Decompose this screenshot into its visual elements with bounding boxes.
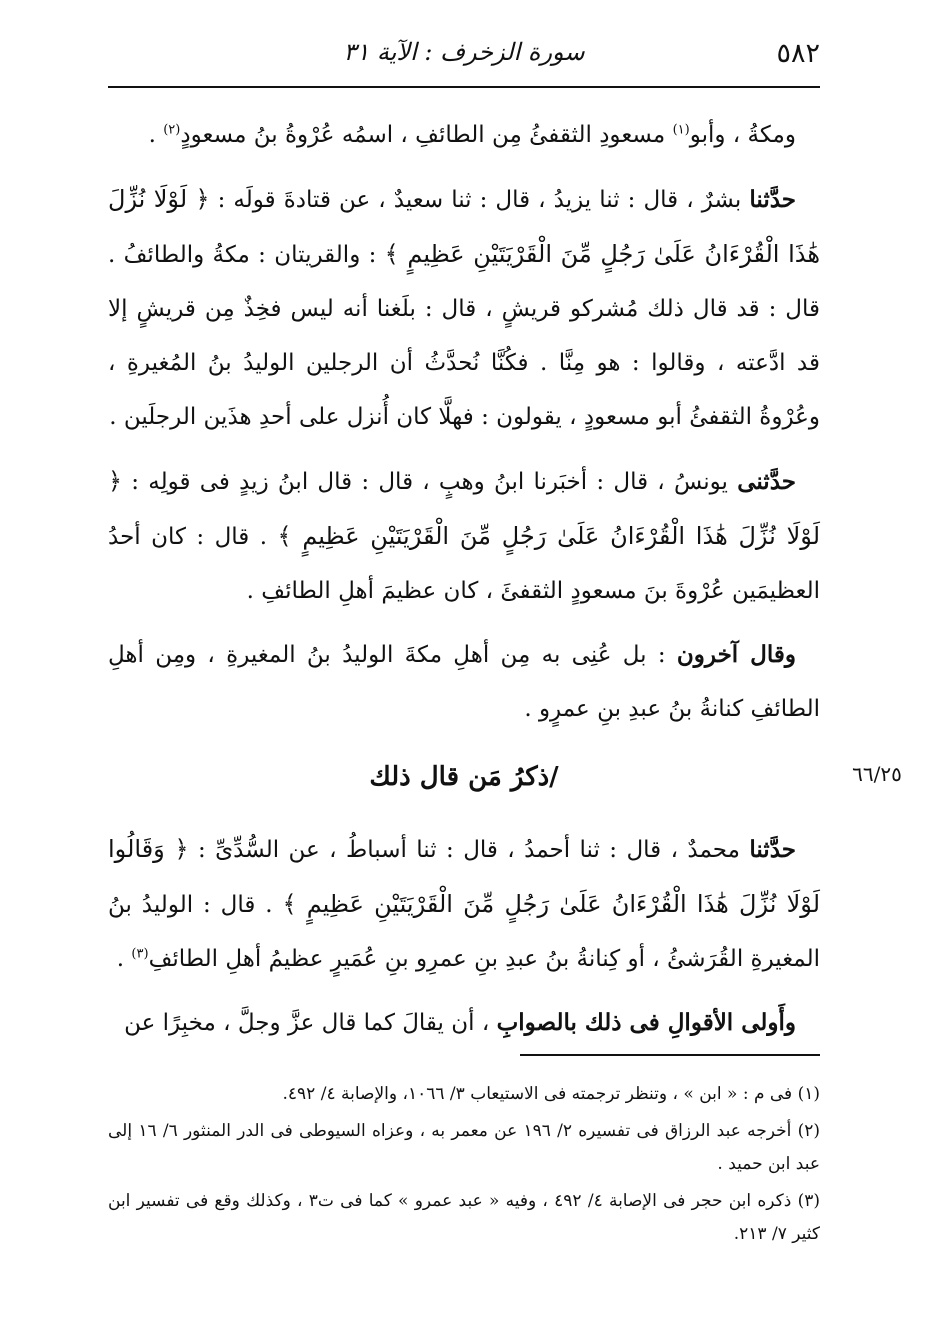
text-run: : والقريتان : مكةُ والطائفُ . قال : قد قال ذلك مُشركو قريشٍ ، قال : بلَغنا أنه ليس فخِذٌ مِن قريشٍ إلا قد ادَّعته ، وقالوا : هو مِنَّا . فكُنَّا نُحدَّثُ أن الرجلين الوليدُ بنُ المُغيرةِ ، وعُرْوةُ الثقفئُ أبو مسعودٍ ، يقولون : فهلَّا كان أُنزل على أحدِ هذَين الرجلَين . <box>108 242 820 430</box>
quran-quote: ﴿ وَقَالُوا لَوْلَا نُزِّلَ هَٰذَا الْقُرْءَانُ عَلَىٰ رَجُلٍ مِّنَ الْقَرْيَتَيْنِ عَظِيمٍ ﴾ <box>108 835 820 918</box>
footnote-ref-3[interactable]: (٣) <box>131 946 149 962</box>
text-run: بشرٌ ، قال : ثنا يزيدُ ، قال : ثنا سعيدٌ ، عن قتادةَ قولَه : <box>209 187 750 213</box>
footnote-ref-2[interactable]: (٢) <box>163 122 181 138</box>
footnote-1: (١) فى م : « ابن » ، وتنظر ترجمته فى الاستيعاب ٣/ ١٠٦٦، والإصابة ٤/ ٤٩٢. <box>282 1084 820 1104</box>
quran-quote: ﴿ لَوْلَا نُزِّلَ هَٰذَا الْقُرْءَانُ عَلَىٰ رَجُلٍ مِّنَ الْقَرْيَتَيْنِ عَظِيمٍ ﴾ <box>108 467 821 550</box>
main-text <box>108 108 820 1060</box>
narration-lead: وقال آخرون <box>676 641 797 668</box>
footnote-3: (٣) ذكره ابن حجر فى الإصابة ٤/ ٤٩٢ ، وفيه « عبد عمرو » كما فى ت٣ ، وكذلك وقع فى تفسير ابن كثير ٧/ ٢١٣. <box>108 1191 820 1244</box>
narration-lead: حدَّثنى <box>737 468 796 495</box>
page-header <box>108 34 820 88</box>
narration-lead: حدَّثنا <box>749 186 797 213</box>
paragraph-suddi <box>108 822 820 986</box>
text-run: . قال : كان أحدُ العظيمَين عُرْوةَ بنَ مسعودٍ الثقفئَ ، كان عظيمَ أهلِ الطائفِ . <box>108 524 820 604</box>
text-run: مسعودِ الثقفئُ مِن الطائفِ ، اسمُه عُرْوةُ بنُ مسعودٍ <box>180 122 673 148</box>
text-run: ومكةُ ، وأبو <box>689 122 796 148</box>
text-run: ، أن يقالَ كما قال عزَّ وجلَّ ، مخبِرًا عن <box>124 1010 497 1036</box>
paragraph-continuation <box>108 108 820 162</box>
paragraph-qatada <box>108 172 820 444</box>
footnote-ref-1[interactable]: (١) <box>672 122 690 138</box>
quran-quote: ﴿ لَوْلَا نُزِّلَ هَٰذَا الْقُرْءَانُ عَلَىٰ رَجُلٍ مِّنَ الْقَرْيَتَيْنِ عَظِيمٍ ﴾ <box>108 185 820 268</box>
narration-lead: حدَّثنا <box>749 836 796 863</box>
paragraph-ibn-zayd <box>108 454 820 618</box>
section-heading: /ذكرُ مَن قال ذلك <box>369 762 559 792</box>
footnotes <box>108 1078 820 1255</box>
text-run: يونسُ ، قال : أخبَرنا ابنُ وهبٍ ، قال : قال ابنُ زيدٍ فى قولِه : <box>122 469 738 495</box>
text-run: : بل عُنِى به مِن أهلِ مكةَ الوليدُ بنُ المغيرةِ ، ومِن أهلِ الطائفِ كنانةُ بنُ عبدِ بنِ عمرٍو . <box>108 642 820 722</box>
footnote-divider <box>520 1054 820 1056</box>
running-title: سورة الزخرف : الآية ٣١ <box>343 38 585 66</box>
paragraph-others <box>108 628 820 736</box>
paragraph-preferred-view <box>108 996 820 1050</box>
text-run: محمدٌ ، قال : ثنا أحمدُ ، قال : ثنا أسباطُ ، عن السُّدِّىِّ : <box>188 837 750 863</box>
text-run: . قال : الوليدُ بنُ المغيرةِ القُرَشئُ ، أو كِنانةُ بنُ عبدِ بنِ عمرِو بنِ عُمَيرٍ عظيمُ أهلِ الطائفِ <box>108 892 820 972</box>
narration-lead: وأَولى الأقوالِ فى ذلك بالصوابِ <box>496 1009 796 1036</box>
text-run: . <box>148 122 164 148</box>
margin-reference: ٦٦/٢٥ <box>852 762 902 786</box>
text-run: . <box>116 946 132 972</box>
page-number: ٥٨٢ <box>776 38 820 69</box>
footnote-2: (٢) أخرجه عبد الرزاق فى تفسيره ٢/ ١٩٦ عن معمر به ، وعزاه السيوطى فى الدر المنثور ٦/ ١٦ إلى عبد ابن حميد . <box>108 1121 820 1174</box>
